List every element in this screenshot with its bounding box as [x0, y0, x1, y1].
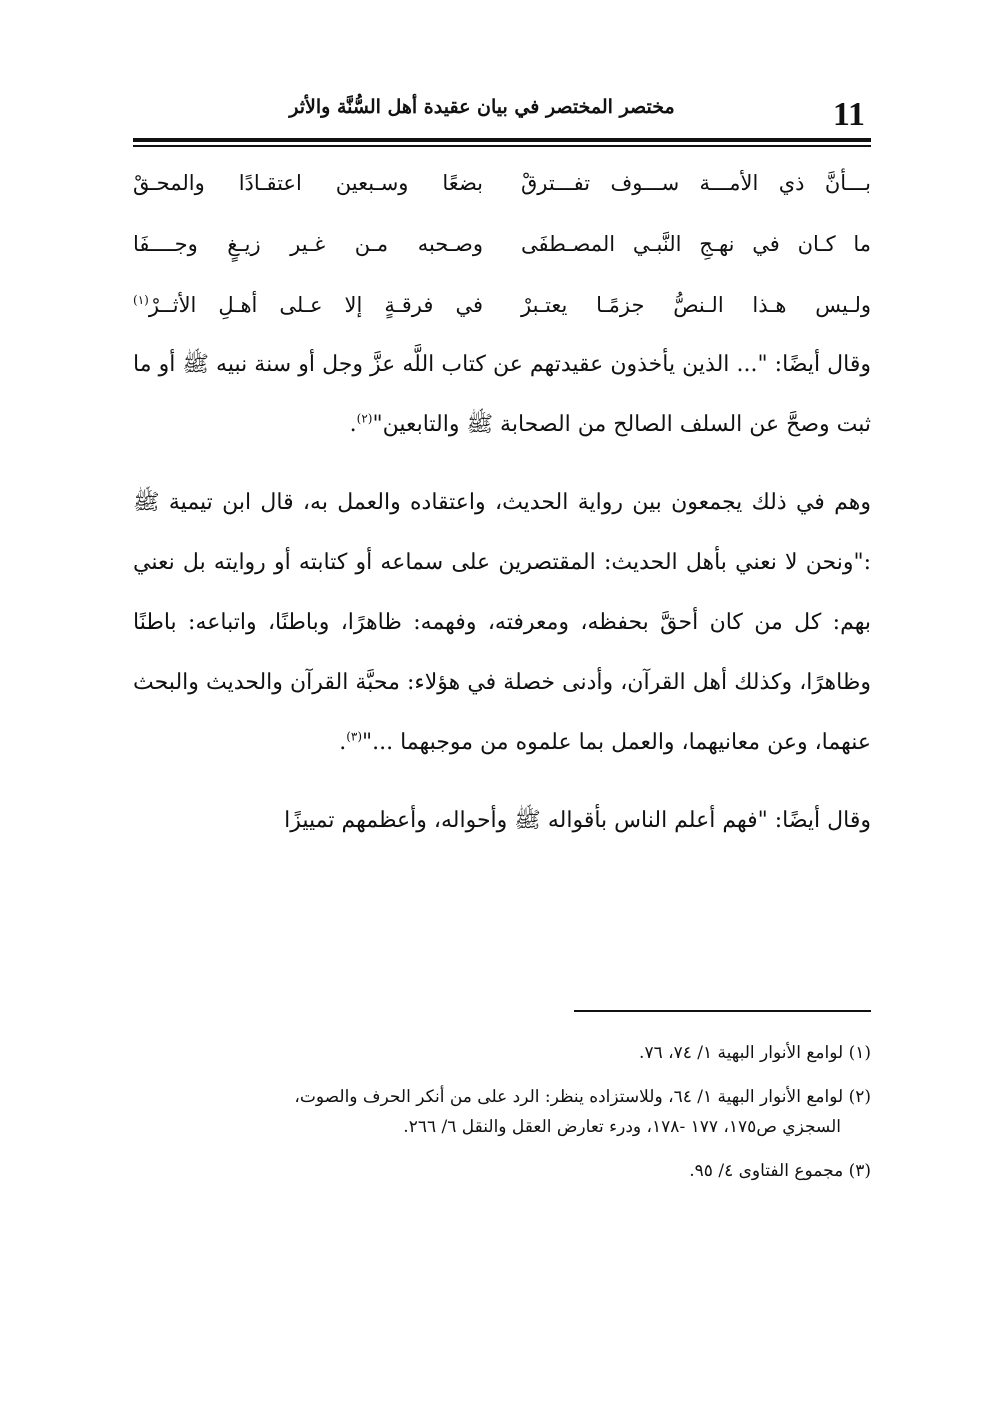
footnote-text: (٢) لوامع الأنوار البهية ١/ ٦٤، وللاستزاده ينظر: الرد على من أنكر الحرف والصوت،: [294, 1087, 871, 1107]
footnote-continuation: السجزي ص١٧٥، ١٧٧ -١٧٨، ودرء تعارض العقل والنقل ٦/ ٢٦٦.: [403, 1117, 841, 1137]
verse-first-hemistich: ما كـان في نهـجِ النَّبـي المصـطفَى: [521, 231, 871, 256]
verse-first-hemistich: ولـيس هـذا الـنصُّ جزمًـا يعتـبرْ: [521, 292, 871, 317]
footnote: (٣) مجموع الفتاوى ٤/ ٩٥.: [689, 1161, 871, 1181]
page-number: 11: [832, 96, 865, 133]
verse-line: [133, 152, 871, 213]
paragraph-end: .: [339, 730, 347, 755]
footnotes: [133, 1038, 871, 1200]
verse-second-hemistich: وصـحبه مـن غـير زيـغٍ وجــــفَا: [133, 231, 483, 256]
footnote-marker: (١): [133, 292, 149, 307]
verse-line: [133, 213, 871, 274]
footnote-marker: (٢): [356, 411, 373, 426]
verse-second-hemistich: [133, 293, 483, 317]
footnote: (١) لوامع الأنوار البهية ١/ ٧٤، ٧٦.: [639, 1043, 871, 1063]
header-rule-thick: [133, 138, 871, 142]
page-header: [133, 88, 871, 134]
paragraph-text: وهم في ذلك يجمعون بين رواية الحديث، واعتقاده والعمل به، قال ابن تيمية ﷺ :"ونحن لا نعني بأهل الحديث: المقتصرين على سماعه أو كتابته أو روايته بل نعني بهم: كل من كان أحقَّ بحفظه، ومعرفته، وفهمه: ظاهرًا، وباطنًا، واتباعه: باطنًا وظاهرًا، وكذلك أهل القرآن، وأدنى خصلة في هؤلاء: محبَّة القرآن والحديث والبحث عنهما، وعن معانيهما، والعمل بما علموه من موجبهما ...": [133, 490, 871, 755]
paragraph: [133, 791, 871, 851]
paragraph: [133, 335, 871, 455]
running-title: مختصر المختصر في بيان عقيدة أهل السُّنَّة والأثر: [289, 96, 675, 118]
footnote-separator: [574, 1010, 871, 1012]
header-rule-thin: [133, 145, 871, 147]
verse-first-hemistich: بـــأنَّ ذي الأمـــة ســـوف تفـــترقْ: [521, 170, 871, 195]
paragraph-text: وقال أيضًا: "فهم أعلم الناس بأقواله ﷺ وأحواله، وأعظمهم تمييزًا: [284, 808, 871, 833]
paragraph: [133, 473, 871, 773]
verse-line: [133, 274, 871, 335]
footnote-marker: (٣): [346, 729, 363, 744]
main-content: [133, 152, 871, 851]
verse-second-hemistich: بضعًا وسـبعين اعتقـادًا والمحـقْ: [133, 170, 483, 195]
paragraph-end: .: [349, 412, 357, 437]
footnote: [133, 1082, 871, 1142]
verse-second-hemistich-text: في فرقـةٍ إلا عـلى أهـلِ الأثــرْ: [148, 292, 483, 317]
paragraph-text: وقال أيضًا: "... الذين يأخذون عقيدتهم عن كتاب اللَّه عزَّ وجل أو سنة نبيه ﷺ أو ما ثبت وصحَّ عن السلف الصالح من الصحابة ﷺ والتابعين": [133, 352, 871, 437]
